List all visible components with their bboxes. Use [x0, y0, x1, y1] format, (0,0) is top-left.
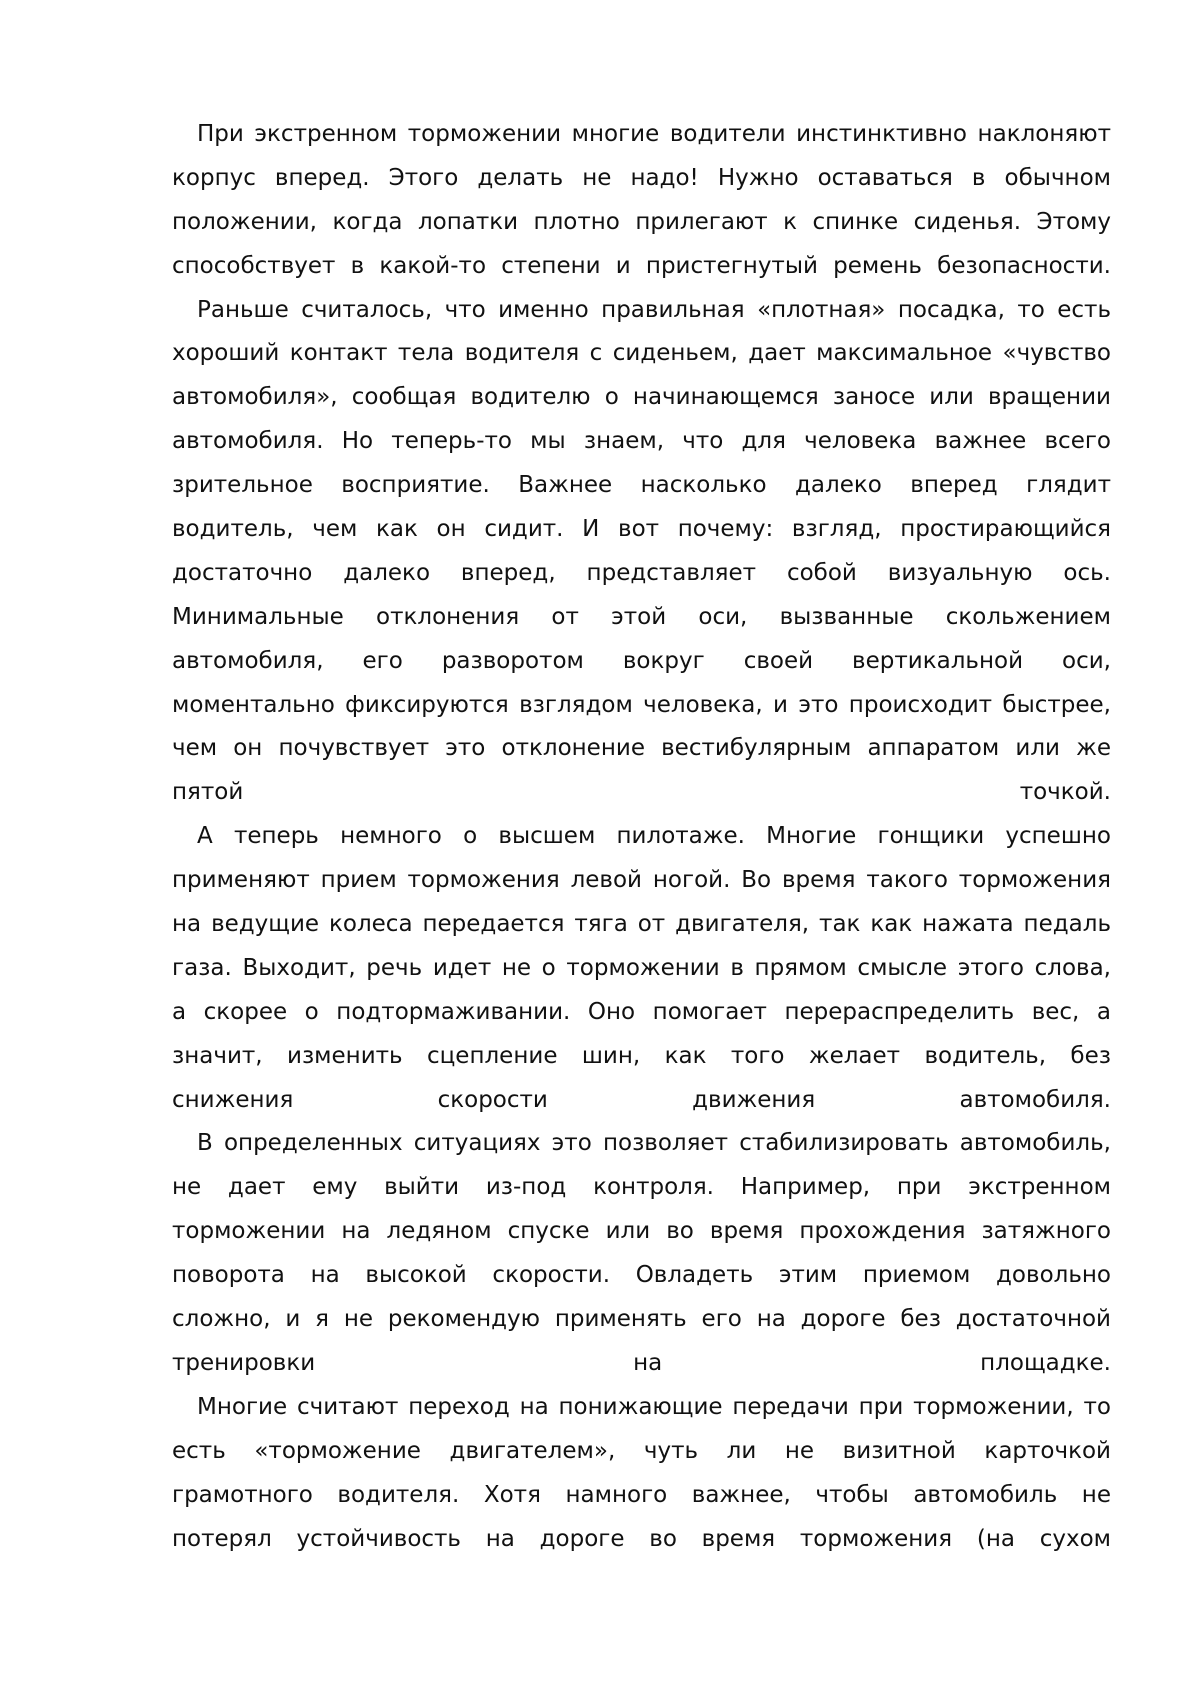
- text-line: автомобиля», сообщая водителю о начинающемся заносе или вращении: [172, 384, 1111, 411]
- text-line: не дает ему выйти из-под контроля. Например, при экстренном: [172, 1174, 1111, 1201]
- text-line: сложно, и я не рекомендую применять его на дороге без достаточной: [172, 1306, 1111, 1333]
- paragraph-1: [172, 113, 1111, 289]
- text-line: Раньше считалось, что именно правильная «плотная» посадка, то есть: [197, 296, 1111, 323]
- text-line: поворота на высокой скорости. Овладеть этим приемом довольно: [172, 1262, 1111, 1289]
- text-line: При экстренном торможении многие водители инстинктивно наклоняют: [197, 121, 1111, 147]
- paragraph-3: [172, 815, 1111, 1122]
- text-line: торможении на ледяном спуске или во время прохождения затяжного: [172, 1218, 1111, 1245]
- paragraph-5: [172, 1386, 1111, 1562]
- text-line: В определенных ситуациях это позволяет стабилизировать автомобиль,: [197, 1130, 1111, 1157]
- text-line: на ведущие колеса передается тяга от двигателя, так как нажата педаль: [172, 911, 1111, 938]
- paragraph-2: [172, 289, 1111, 816]
- text-line: есть «торможение двигателем», чуть ли не визитной карточкой: [172, 1437, 1111, 1464]
- text-line: Минимальные отклонения от этой оси, вызванные скольжением: [172, 603, 1111, 630]
- text-line: Многие считают переход на понижающие передачи при торможении, то: [197, 1393, 1111, 1420]
- text-line: тренировки на площадке.: [172, 1349, 1111, 1376]
- paragraph-4: [172, 1122, 1111, 1385]
- text-line: потерял устойчивость на дороге во время торможения (на сухом: [172, 1525, 1111, 1552]
- text-line: хороший контакт тела водителя с сиденьем, дает максимальное «чувство: [172, 340, 1111, 367]
- text-line: снижения скорости движения автомобиля.: [172, 1086, 1111, 1113]
- text-line: зрительное восприятие. Важнее насколько далеко вперед глядит: [172, 472, 1111, 499]
- text-line: достаточно далеко вперед, представляет собой визуальную ось.: [172, 559, 1111, 586]
- text-line: положении, когда лопатки плотно прилегают к спинке сиденья. Этому: [172, 208, 1111, 235]
- text-line: способствует в какой-то степени и пристегнутый ремень безопасности.: [172, 252, 1111, 279]
- text-line: грамотного водителя. Хотя намного важнее, чтобы автомобиль не: [172, 1481, 1111, 1508]
- text-line: значит, изменить сцепление шин, как того желает водитель, без: [172, 1042, 1111, 1069]
- text-line: водитель, чем как он сидит. И вот почему: взгляд, простирающийся: [172, 516, 1111, 543]
- text-line: корпус вперед. Этого делать не надо! Нужно оставаться в обычном: [172, 164, 1111, 191]
- body-text: [172, 113, 1111, 1561]
- text-line: чем он почувствует это отклонение вестибулярным аппаратом или же: [172, 735, 1111, 762]
- text-line: автомобиля, его разворотом вокруг своей вертикальной оси,: [172, 647, 1111, 674]
- text-line: пятой точкой.: [172, 779, 1111, 806]
- text-line: а скорее о подтормаживании. Оно помогает перераспределить вес, а: [172, 998, 1111, 1025]
- text-line: применяют прием торможения левой ногой. Во время такого торможения: [172, 867, 1111, 894]
- text-line: газа. Выходит, речь идет не о торможении в прямом смысле этого слова,: [172, 954, 1111, 981]
- text-line: автомобиля. Но теперь-то мы знаем, что для человека важнее всего: [172, 428, 1111, 455]
- text-line: А теперь немного о высшем пилотаже. Многие гонщики успешно: [197, 823, 1111, 850]
- text-line: моментально фиксируются взглядом человека, и это происходит быстрее,: [172, 691, 1111, 718]
